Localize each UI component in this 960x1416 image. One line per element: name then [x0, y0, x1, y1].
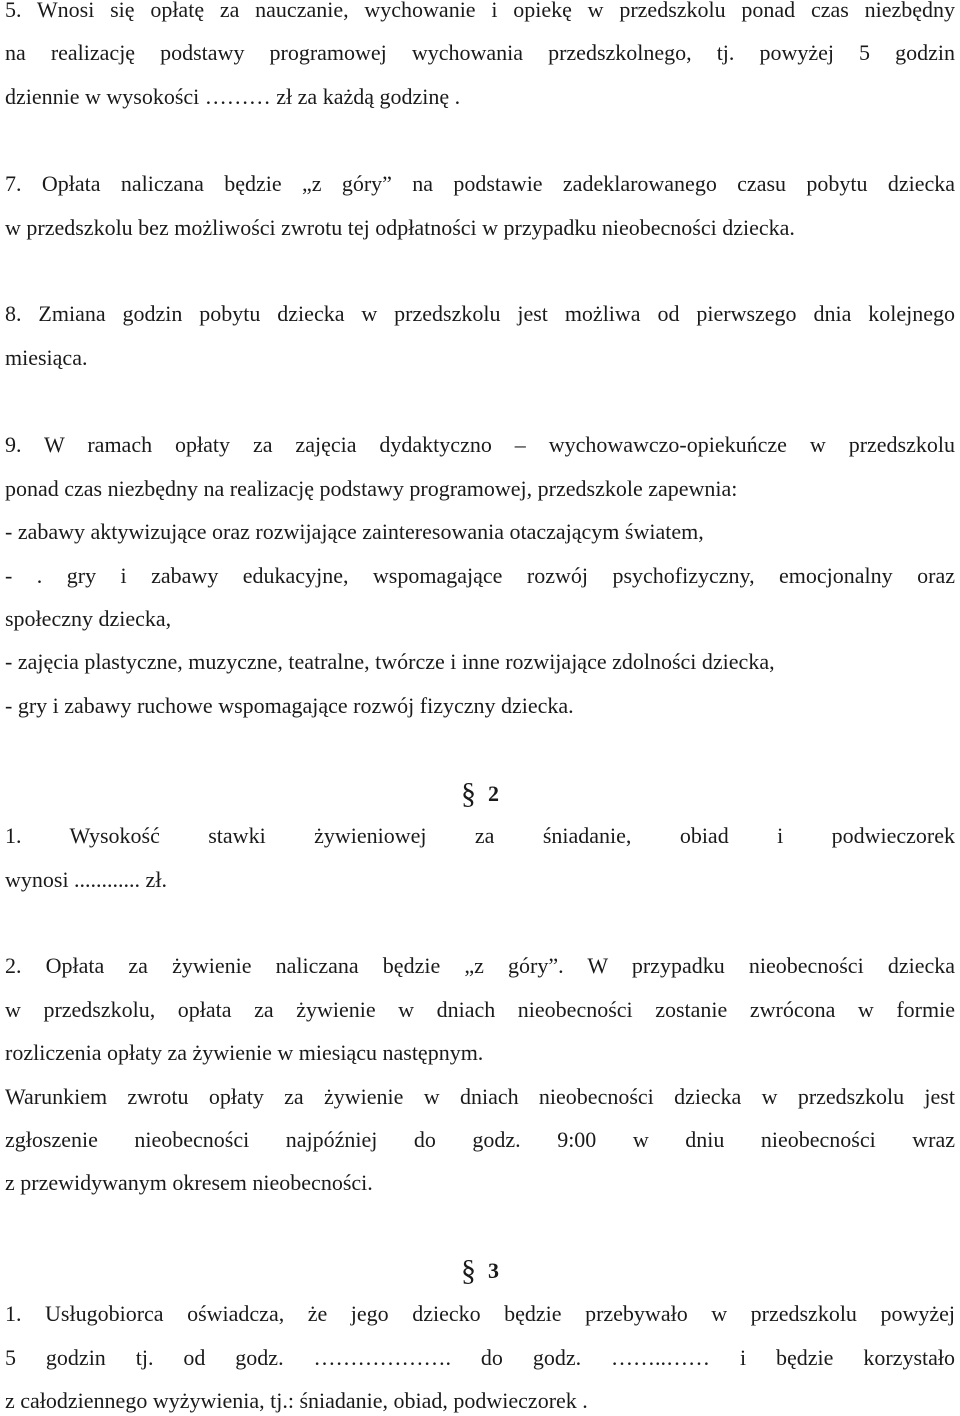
section-2-paragraph-1-line-1: 1. Wysokość stawki żywieniowej za śniadanie, obiad i podwieczorek [5, 823, 955, 848]
section-2-paragraph-1-line-2: wynosi ............ zł. [5, 867, 167, 892]
paragraph-8-line-2: miesiąca. [5, 345, 88, 370]
list-item-2-line-2: społeczny dziecka, [5, 606, 172, 631]
list-item-2-line-1: - . gry i zabawy edukacyjne, wspomagające rozwój psychofizyczny, emocjonalny oraz [5, 563, 955, 588]
section-3-paragraph-1-line-1: 1. Usługobiorca oświadcza, że jego dziecko będzie przebywało w przedszkolu powyżej [5, 1301, 955, 1326]
list-item-4: - gry i zabawy ruchowe wspomagające rozwój fizyczny dziecka. [5, 693, 574, 718]
section-number: 3 [488, 1258, 499, 1283]
paragraph-9-line-2: ponad czas niezbędny na realizację podstawy programowej, przedszkole zapewnia: [5, 476, 738, 501]
section-2-paragraph-2-line-3: rozliczenia opłaty za żywienie w miesiącu następnym. [5, 1040, 484, 1065]
list-item-3: - zajęcia plastyczne, muzyczne, teatralne, twórcze i inne rozwijające zdolności dziecka, [5, 649, 775, 674]
section-2-paragraph-3-line-3: z przewidywanym okresem nieobecności. [5, 1170, 373, 1195]
paragraph-7-line-1: 7. Opłata naliczana będzie „z góry” na podstawie zadeklarowanego czasu pobytu dziecka [5, 171, 955, 196]
section-symbol: § [461, 1254, 476, 1287]
paragraph-9-line-1: 9. W ramach opłaty za zajęcia dydaktyczno – wychowawczo-opiekuńcze w przedszkolu [5, 432, 955, 457]
paragraph-5-line-2: na realizację podstawy programowej wychowania przedszkolnego, tj. powyżej 5 godzin [5, 40, 955, 65]
paragraph-8-line-1: 8. Zmiana godzin pobytu dziecka w przedszkolu jest możliwa od pierwszego dnia kolejnego [5, 301, 955, 326]
section-2-paragraph-3-line-1: Warunkiem zwrotu opłaty za żywienie w dniach nieobecności dziecka w przedszkolu jest [5, 1084, 955, 1109]
section-3-paragraph-1-line-3: z całodziennego wyżywienia, tj.: śniadanie, obiad, podwieczorek . [5, 1388, 588, 1413]
section-2-paragraph-2-line-1: 2. Opłata za żywienie naliczana będzie „z góry”. W przypadku nieobecności dziecka [5, 953, 955, 978]
section-heading-3 [0, 1256, 960, 1286]
section-2-paragraph-2-line-2: w przedszkolu, opłata za żywienie w dniach nieobecności zostanie zwrócona w formie [5, 997, 955, 1022]
section-3-paragraph-1-line-2: 5 godzin tj. od godz. ………………. do godz. ……..…… i będzie korzystało [5, 1345, 955, 1370]
section-heading-2 [0, 779, 960, 809]
paragraph-7-line-2: w przedszkolu bez możliwości zwrotu tej odpłatności w przypadku nieobecności dziecka. [5, 215, 795, 240]
paragraph-5-line-3: dziennie w wysokości ……… zł za każdą godzinę . [5, 84, 461, 109]
section-symbol: § [461, 777, 476, 810]
list-item-1: - zabawy aktywizujące oraz rozwijające zainteresowania otaczającym światem, [5, 519, 704, 544]
section-number: 2 [488, 781, 499, 806]
section-2-paragraph-3-line-2: zgłoszenie nieobecności najpóźniej do godz. 9:00 w dniu nieobecności wraz [5, 1127, 955, 1152]
paragraph-5-line-1: 5. Wnosi się opłatę za nauczanie, wychowanie i opiekę w przedszkolu ponad czas niezbędny [5, 0, 955, 22]
